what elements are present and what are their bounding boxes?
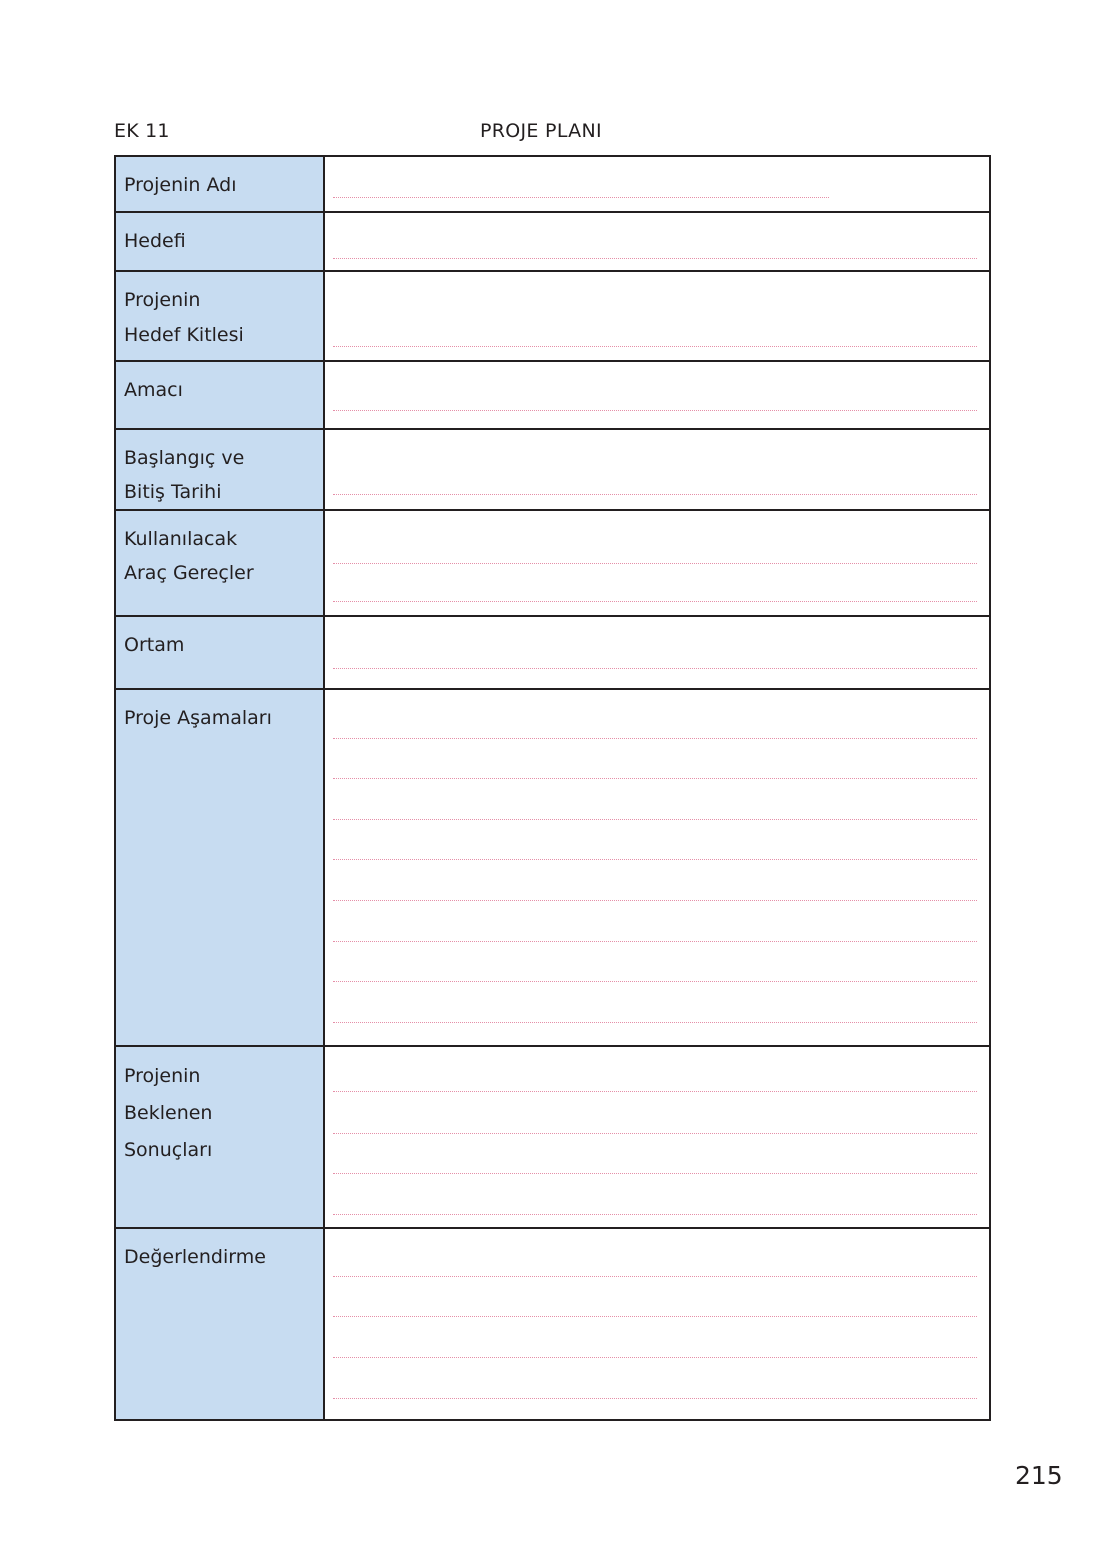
answer-field-dates[interactable] [324,429,990,510]
label-cell [115,156,324,212]
label-cell [115,361,324,429]
dotted-writing-line [333,859,977,860]
answer-field-environment[interactable] [324,616,990,689]
page-number: 215 [1015,1461,1063,1490]
dotted-writing-line [333,410,977,411]
label-cell [115,510,324,616]
dotted-writing-line [333,601,977,602]
dotted-writing-line [333,1398,977,1399]
row-target-audience [115,271,990,361]
dotted-writing-line [333,900,977,901]
row-expected-results [115,1046,990,1228]
dotted-writing-line [333,1214,977,1215]
row-evaluation [115,1228,990,1420]
row-purpose [115,361,990,429]
row-tools [115,510,990,616]
answer-field-expected-results[interactable] [324,1046,990,1228]
row-label: Değerlendirme [124,1246,266,1268]
dotted-writing-line [333,1091,977,1092]
row-label: Ortam [124,634,185,656]
dotted-writing-line [333,1022,977,1023]
row-environment [115,616,990,689]
label-cell [115,212,324,271]
dotted-writing-line [333,941,977,942]
row-label: Projenin Beklenen Sonuçları [124,1065,213,1161]
row-label: Projenin Hedef Kitlesi [124,289,244,346]
answer-field-project-stages[interactable] [324,689,990,1046]
label-cell [115,271,324,361]
answer-field-purpose[interactable] [324,361,990,429]
row-label: Proje Aşamaları [124,707,272,729]
dotted-writing-line [333,819,977,820]
answer-field-goal[interactable] [324,212,990,271]
label-cell [115,616,324,689]
label-cell [115,429,324,510]
row-label: Amacı [124,379,183,401]
dotted-writing-line [333,1316,977,1317]
label-cell [115,1228,324,1420]
dotted-writing-line [333,258,977,259]
appendix-label: EK 11 [114,120,170,142]
row-label: Kullanılacak Araç Gereçler [124,528,254,584]
row-project-stages [115,689,990,1046]
project-plan-table [114,155,991,1421]
answer-field-evaluation[interactable] [324,1228,990,1420]
dotted-writing-line [333,494,977,495]
row-dates [115,429,990,510]
answer-field-tools[interactable] [324,510,990,616]
dotted-writing-line [333,668,977,669]
label-cell [115,1046,324,1228]
dotted-writing-line [333,1173,977,1174]
page-title: PROJE PLANI [480,120,602,142]
answer-field-target-audience[interactable] [324,271,990,361]
answer-field-project-name[interactable] [324,156,990,212]
row-label: Başlangıç ve Bitiş Tarihi [124,447,245,503]
row-label: Hedefi [124,230,186,252]
dotted-writing-line [333,563,977,564]
row-goal [115,212,990,271]
dotted-writing-line [333,778,977,779]
dotted-writing-line [333,346,977,347]
dotted-writing-line [333,738,977,739]
row-project-name [115,156,990,212]
label-cell [115,689,324,1046]
dotted-writing-line [333,1357,977,1358]
dotted-writing-line [333,197,829,198]
dotted-writing-line [333,981,977,982]
dotted-writing-line [333,1133,977,1134]
row-label: Projenin Adı [124,174,237,196]
dotted-writing-line [333,1276,977,1277]
